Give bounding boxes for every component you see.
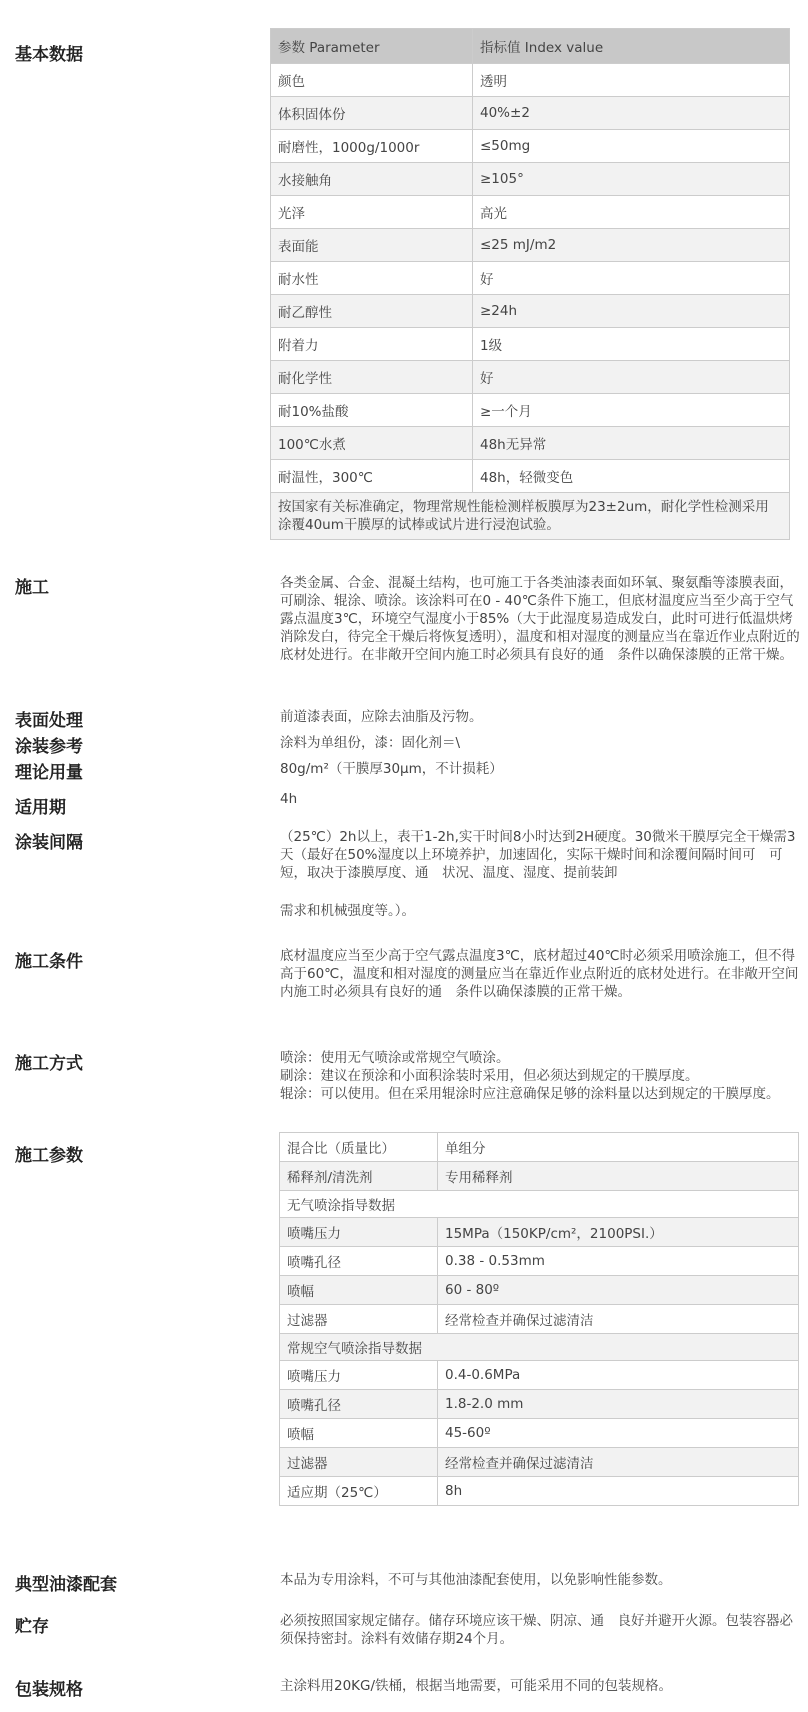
value-cell: 48h无异常 (473, 427, 790, 460)
method-line: 喷涂：使用无气喷涂或常规空气喷涂。 (280, 1050, 510, 1066)
param-name-cell: 混合比（质量比） (280, 1133, 438, 1162)
table-row (271, 64, 790, 97)
table-note: 按国家有关标准确定，物理常规性能检测样板膜厚为23±2um，耐化学性检测采用涂覆40um干膜厚的试棒或试片进行浸泡试验。 (271, 493, 790, 540)
value-cell: 好 (473, 262, 790, 295)
param-value-cell: 经常检查并确保过滤清洁 (438, 1448, 799, 1477)
pot-life-label: 适用期 (15, 798, 66, 818)
surface-prep-label: 表面处理 (15, 711, 83, 731)
conditions-label: 施工条件 (15, 952, 83, 972)
section-air-header: 常规空气喷涂指导数据 (280, 1334, 799, 1361)
column-header-parameter: 参数 Parameter (271, 29, 473, 64)
table-row (271, 493, 790, 540)
table-row (280, 1448, 799, 1477)
parameter-cell: 耐化学性 (271, 361, 473, 394)
table-row (280, 1133, 799, 1162)
method-line: 刷涂：建议在预涂和小面积涂装时采用，但必须达到规定的干膜厚度。 (280, 1068, 699, 1084)
table-row (280, 1419, 799, 1448)
params-table (279, 1132, 799, 1506)
method-text (280, 1049, 800, 1103)
table-row (280, 1276, 799, 1305)
table-row (280, 1247, 799, 1276)
section-airless-header: 无气喷涂指导数据 (280, 1191, 799, 1218)
parameter-cell: 耐乙醇性 (271, 295, 473, 328)
param-name-cell: 喷幅 (280, 1276, 438, 1305)
param-value-cell: 0.4-0.6MPa (438, 1361, 799, 1390)
storage-label: 贮存 (15, 1617, 49, 1637)
table-row (271, 29, 790, 64)
method-line: 辊涂：可以使用。但在采用辊涂时应注意确保足够的涂料量以达到规定的干膜厚度。 (280, 1086, 780, 1102)
parameter-cell: 水接触角 (271, 163, 473, 196)
param-value-cell: 15MPa（150KP/cm²，2100PSI.） (438, 1218, 799, 1247)
table-row (280, 1218, 799, 1247)
param-value-cell: 8h (438, 1477, 799, 1506)
param-value-cell: 0.38 - 0.53mm (438, 1247, 799, 1276)
param-value-cell: 45-60º (438, 1419, 799, 1448)
conditions-text: 底材温度应当至少高于空气露点温度3℃，底材超过40℃时必须采用喷涂施工，但不得高于60℃，温度和相对湿度的测量应当在靠近作业点附近的底材处进行。在非敞开空间内施工时必须具有良好的通 条件以确保漆膜的正常干燥。 (280, 948, 799, 1000)
table-row (271, 97, 790, 130)
table-row (271, 163, 790, 196)
recoat-text-end: 需求和机械强度等。）。 (280, 903, 415, 919)
parameter-cell: 颜色 (271, 64, 473, 97)
param-name-cell: 稀释剂/清洗剂 (280, 1162, 438, 1191)
table-row (280, 1390, 799, 1419)
param-value-cell: 60 - 80º (438, 1276, 799, 1305)
table-row (271, 328, 790, 361)
table-row (271, 229, 790, 262)
value-cell: 40%±2 (473, 97, 790, 130)
parameter-cell: 附着力 (271, 328, 473, 361)
table-row (280, 1477, 799, 1506)
param-value-cell: 经常检查并确保过滤清洁 (438, 1305, 799, 1334)
param-name-cell: 喷嘴孔径 (280, 1390, 438, 1419)
table-row (271, 262, 790, 295)
construction-text: 各类金属、合金、混凝土结构，也可施工于各类油漆表面如环氧、聚氨酯等漆膜表面，可刷涂、辊涂、喷涂。该涂料可在0 - 40℃条件下施工，但底材温度应当至少高于空气露点温度3℃，环境空气湿度小于85%（大于此湿度易造成发白，此时可进行低温烘烤消除发白，待完全干燥后将恢复透明），温度和相对湿度的测量应当在靠近作业点附近的底材处进行。在非敞开空间内施工时必须具有良好的通 条件以确保漆膜的正常干燥。 (280, 575, 800, 663)
typical-system-text: 本品为专用涂料，不可与其他油漆配套使用，以免影响性能参数。 (280, 1572, 672, 1588)
typical-system-label: 典型油漆配套 (15, 1575, 117, 1595)
param-name-cell: 过滤器 (280, 1448, 438, 1477)
column-header-value: 指标值 Index value (473, 29, 790, 64)
parameter-cell: 体积固体份 (271, 97, 473, 130)
value-cell: ≥24h (473, 295, 790, 328)
table-row (280, 1334, 799, 1361)
value-cell: 透明 (473, 64, 790, 97)
param-name-cell: 喷幅 (280, 1419, 438, 1448)
surface-prep-text: 前道漆表面，应除去油脂及污物。 (280, 709, 483, 725)
method-label: 施工方式 (15, 1054, 83, 1074)
paint-ref-label: 涂装参考 (15, 737, 83, 757)
value-cell: 1级 (473, 328, 790, 361)
table-row (271, 427, 790, 460)
param-value-cell: 1.8-2.0 mm (438, 1390, 799, 1419)
table-row (271, 295, 790, 328)
value-cell: 好 (473, 361, 790, 394)
value-cell: ≤50mg (473, 130, 790, 163)
table-row (271, 460, 790, 493)
value-cell: ≤25 mJ/m2 (473, 229, 790, 262)
table-row (280, 1361, 799, 1390)
table-row (280, 1191, 799, 1218)
theoretical-usage-label: 理论用量 (15, 763, 83, 783)
param-name-cell: 喷嘴孔径 (280, 1247, 438, 1276)
param-value-cell: 单组分 (438, 1133, 799, 1162)
packaging-label: 包装规格 (15, 1680, 83, 1700)
parameter-cell: 100℃水煮 (271, 427, 473, 460)
param-value-cell: 专用稀释剂 (438, 1162, 799, 1191)
table-row (280, 1305, 799, 1334)
value-cell: 高光 (473, 196, 790, 229)
param-name-cell: 喷嘴压力 (280, 1361, 438, 1390)
parameter-cell: 耐磨性，1000g/1000r (271, 130, 473, 163)
value-cell: ≥一个月 (473, 394, 790, 427)
packaging-text: 主涂料用20KG/铁桶，根据当地需要，可能采用不同的包装规格。 (280, 1678, 673, 1694)
value-cell: 48h，轻微变色 (473, 460, 790, 493)
params-label: 施工参数 (15, 1146, 83, 1166)
table-row (271, 361, 790, 394)
parameter-cell: 耐10%盐酸 (271, 394, 473, 427)
table-row (271, 130, 790, 163)
table-row (280, 1162, 799, 1191)
recoat-text: （25℃）2h以上，表干1-2h,实干时间8小时达到2H硬度。30微米干膜厚完全干燥需3天（最好在50%湿度以上环境养护，加速固化，实际干燥时间和涂覆间隔时间可 可短，取决于漆膜厚度、通 状况、温度、湿度、提前装卸 (280, 829, 796, 881)
param-name-cell: 过滤器 (280, 1305, 438, 1334)
table-row (271, 196, 790, 229)
basic-data-label: 基本数据 (15, 45, 83, 65)
param-name-cell: 喷嘴压力 (280, 1218, 438, 1247)
pot-life-text: 4h (280, 791, 298, 807)
value-cell: ≥105° (473, 163, 790, 196)
table-row (271, 394, 790, 427)
parameter-cell: 耐温性，300℃ (271, 460, 473, 493)
param-name-cell: 适应期（25℃） (280, 1477, 438, 1506)
paint-ref-text: 涂料为单组份，漆：固化剂＝\ (280, 735, 461, 751)
recoat-interval-label: 涂装间隔 (15, 833, 83, 853)
storage-text: 必须按照国家规定储存。储存环境应该干燥、阴凉、通 良好并避开火源。包装容器必须保持密封。涂料有效储存期24个月。 (280, 1613, 793, 1647)
theoretical-usage-text: 80g/m²（干膜厚30μm，不计损耗） (280, 761, 503, 777)
parameter-cell: 光泽 (271, 196, 473, 229)
parameter-cell: 耐水性 (271, 262, 473, 295)
basic-data-table (270, 28, 790, 540)
construction-label: 施工 (15, 578, 49, 598)
parameter-cell: 表面能 (271, 229, 473, 262)
